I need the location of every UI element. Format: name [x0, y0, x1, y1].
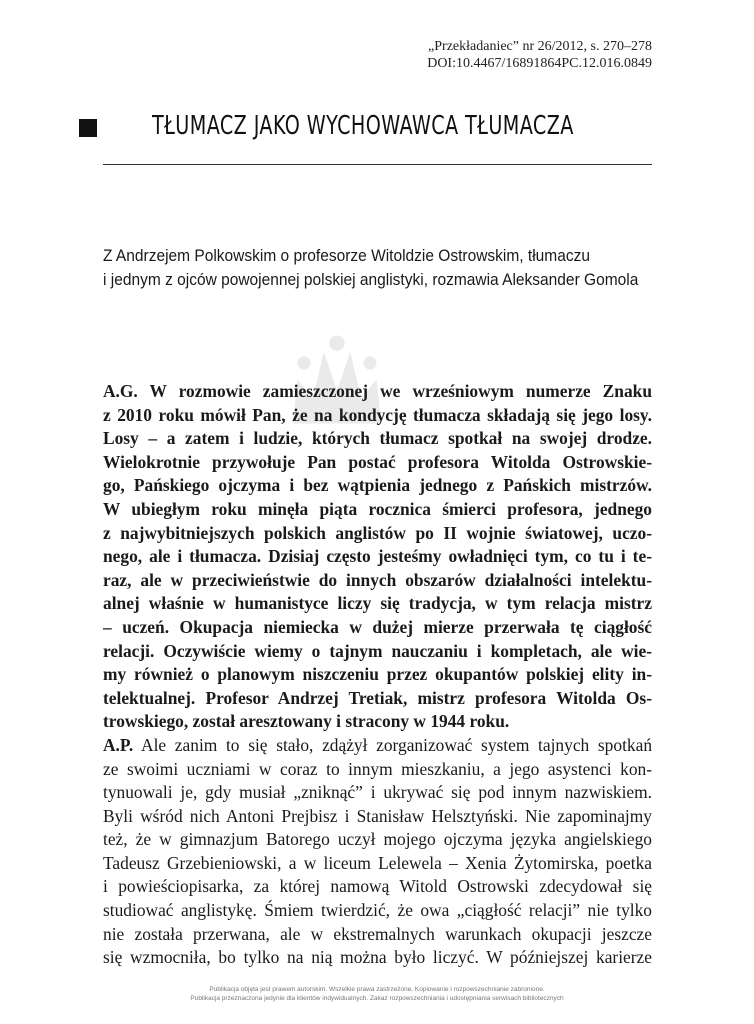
section-marker-square	[79, 119, 97, 137]
footer-line-2: Publikacja przeznaczona jedynie dla klientów indywidualnych. Zakaz rozpowszechniania i udostępniania serwisach bibliotecznych	[190, 995, 564, 1002]
lead-line: Z Andrzejem Polkowskim o profesorze Witoldzie Ostrowskim, tłumaczu	[103, 247, 590, 265]
answer-speaker: A.P.	[103, 734, 134, 755]
journal-meta	[427, 38, 652, 72]
question-line: raz, ale w przeciwieństwie do innych obszarów działalności intelektu-	[103, 569, 652, 590]
question-line: my również o planowym niszczeniu przez okupantów polskiej elity in-	[103, 664, 652, 685]
question-block	[103, 380, 652, 734]
journal-citation: „Przekładaniec” nr 26/2012, s. 270–278	[428, 39, 652, 54]
answer-line: Byli wśród nich Antoni Prejbisz i Stanisław Helsztyński. Nie zapominajmy	[103, 805, 652, 826]
answer-line: tynuowali je, gdy musiał „zniknąć” i ukrywać się pod innym nazwiskiem.	[103, 782, 652, 803]
copyright-footer	[0, 985, 754, 1003]
lead-line: i jednym z ojców powojennej polskiej anglistyki, rozmawia Aleksander Gomola	[103, 271, 639, 289]
question-line: telektualnej. Profesor Andrzej Tretiak, mistrz profesora Witolda Os-	[103, 687, 652, 708]
answer-line: i powieściopisarka, za której namową Witold Ostrowski zdecydował się	[103, 876, 652, 897]
title-rule	[103, 164, 652, 165]
answer-first-line	[103, 734, 652, 758]
answer-line: ze swoimi uczniami w coraz to innym mieszkaniu, a jego asystenci kon-	[103, 758, 652, 779]
question-line: W ubiegłym roku minęła piąta rocznica śmierci profesora, jednego	[103, 498, 652, 519]
question-line: nego, ale i tłumacza. Dzisiaj często jesteśmy owładnięci tym, co tu i te-	[103, 546, 652, 567]
footer-line-1: Publikacja objęta jest prawem autorskim. Wszelkie prawa zastrzeżone. Kopiowanie i rozpowszechnianie zabronione.	[209, 986, 545, 993]
question-line: Losy – a zatem i ludzie, których tłumacz spotkał na swojej drodze.	[103, 428, 652, 449]
question-line: alnej właśnie w humanistyce liczy się tradycja, w tym relacja mistrz	[103, 593, 652, 614]
article-lead	[103, 244, 673, 292]
answer-line: nie została przerwana, ale w ekstremalnych warunkach okupacji jeszcze	[103, 923, 652, 944]
answer-line: Ale zanim to się stało, zdążył zorganizować system tajnych spotkań	[141, 734, 652, 755]
question-line: go, Pańskiego ojczyma i bez wątpienia jednego z Pańskich mistrzów.	[103, 475, 652, 496]
question-line: Wielokrotnie przywołuje Pan postać profesora Witolda Ostrowskie-	[103, 451, 652, 472]
interview-body	[103, 380, 652, 970]
answer-line: Tadeusz Grzebieniowski, a w liceum Lelewela – Xenia Żytomirska, poetka	[103, 852, 652, 873]
question-line: A.G. W rozmowie zamieszczonej we wrześniowym numerze Znaku	[103, 381, 652, 401]
article-title: TŁUMACZ JAKO WYCHOWAWCA TŁUMACZA	[152, 111, 574, 141]
question-line: trowskiego, został aresztowany i stracony w 1944 roku.	[103, 711, 510, 732]
answer-block	[103, 734, 652, 970]
doi: DOI:10.4467/16891864PC.12.016.0849	[427, 56, 652, 71]
question-line: z 2010 roku mówił Pan, że na kondycję tłumacza składają się jego losy.	[103, 404, 652, 425]
question-line: relacji. Oczywiście wiemy o tajnym nauczaniu i kompletach, ale wie-	[103, 640, 652, 661]
question-line: z najwybitniejszych polskich anglistów po II wojnie światowej, uczo-	[103, 522, 652, 543]
answer-line: się wzmocniła, bo tylko na nią można było liczyć. W późniejszej karierze	[103, 947, 652, 968]
question-line: – uczeń. Okupacja niemiecka w dużej mierze przerwała tę ciągłość	[103, 616, 652, 637]
answer-line: też, że w gimnazjum Batorego uczył mojego ojczyma języka angielskiego	[103, 829, 652, 850]
answer-line: studiować anglistykę. Śmiem twierdzić, że owa „ciągłość relacji” nie tylko	[103, 900, 652, 921]
